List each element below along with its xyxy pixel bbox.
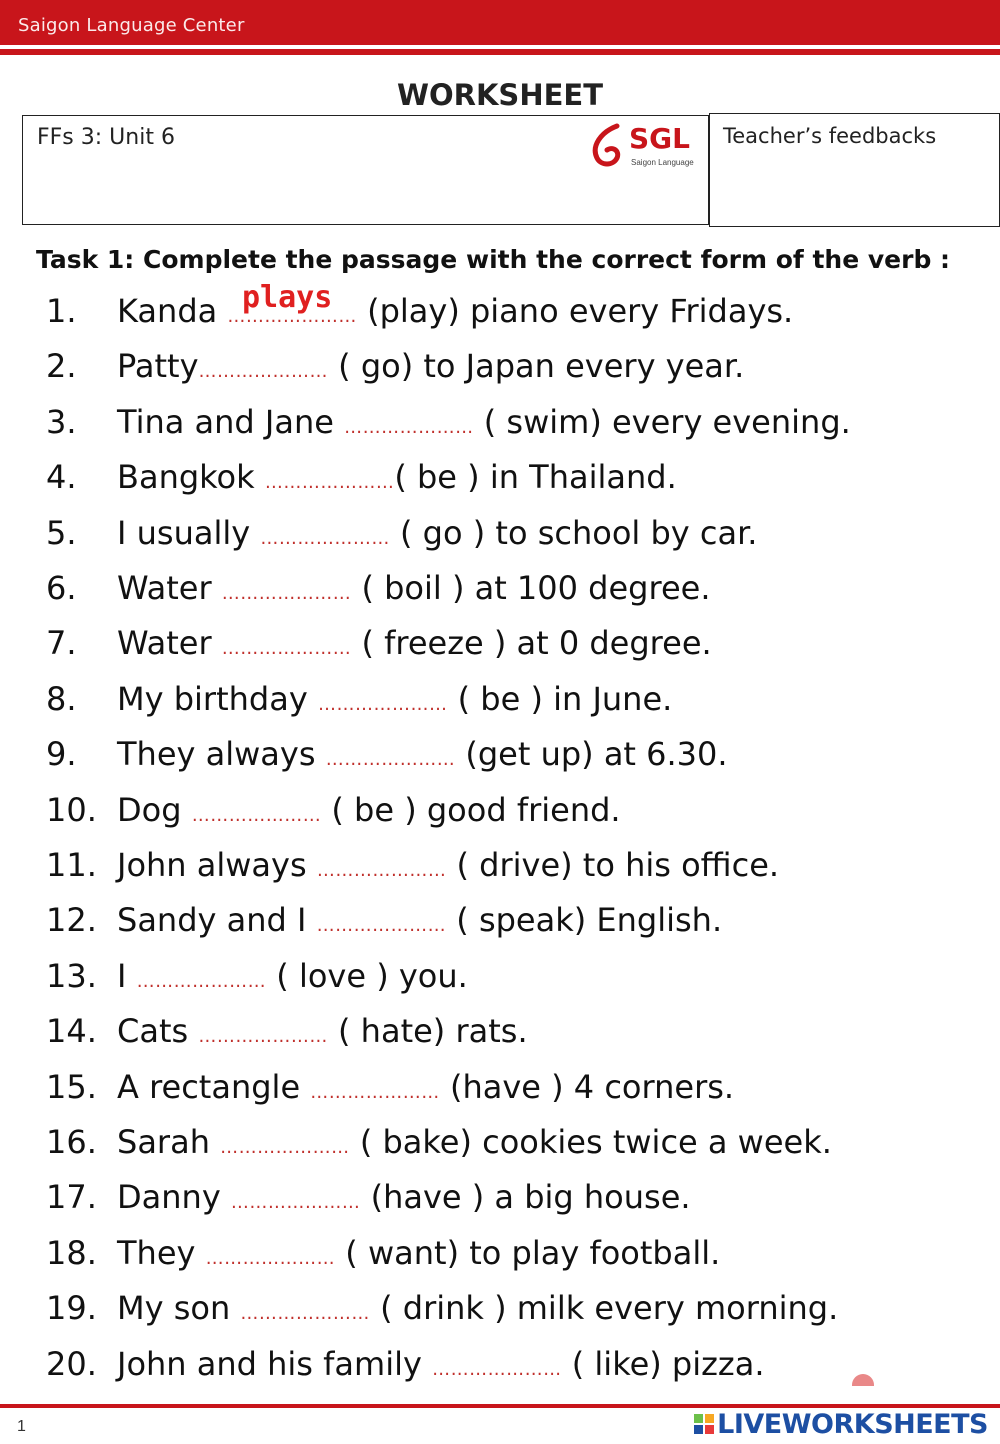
page-number: 1 <box>17 1418 26 1435</box>
answer-blank[interactable]: ………………… <box>260 527 390 549</box>
answer-blank[interactable]: ………………… <box>316 860 447 881</box>
item-number: 2. <box>46 347 77 386</box>
sentence-end: (play) piano every Fridays. <box>356 292 794 330</box>
item-number: 14. <box>46 1012 97 1051</box>
liveworksheets-brand[interactable] <box>694 1404 988 1444</box>
sentence-end: ( drink ) milk every morning. <box>369 1289 839 1328</box>
item-sentence <box>117 514 757 552</box>
sentence-start: John always <box>117 846 317 884</box>
exercise-item <box>0 846 1000 896</box>
exercise-item <box>0 1289 1000 1339</box>
sentence-end: ( want) to play football. <box>335 1233 721 1272</box>
item-number: 8. <box>46 679 77 718</box>
sentence-end: (have ) a big house. <box>360 1178 691 1217</box>
unit-info-box <box>22 115 709 225</box>
sentence-end: ( be ) good friend. <box>321 790 621 829</box>
item-number: 15. <box>46 1067 97 1106</box>
exercise-item <box>0 901 1000 951</box>
sentence-end: (have ) 4 corners. <box>439 1067 735 1106</box>
answer-blank[interactable]: ………………… <box>220 1137 350 1158</box>
sentence-start: Dog <box>117 790 192 829</box>
sentence-start: Patty <box>117 347 199 386</box>
exercise-item <box>0 957 1000 1007</box>
answer-blank[interactable]: ………………… <box>317 693 448 715</box>
answer-blank[interactable]: ………………… <box>344 416 474 438</box>
item-number: 3. <box>46 402 77 441</box>
sentence-start: Water <box>117 569 222 607</box>
exercise-item <box>0 1178 1000 1228</box>
exercise-item <box>0 1012 1000 1062</box>
item-sentence <box>117 1068 734 1106</box>
exercise-item <box>0 1068 1000 1118</box>
item-number: 17. <box>46 1178 97 1217</box>
sentence-start: My son <box>117 1289 241 1328</box>
exercise-item <box>0 1123 1000 1173</box>
exercise-item <box>0 680 1000 730</box>
sample-answer: plays <box>242 280 333 315</box>
logo-subtext: Saigon Language <box>631 158 694 167</box>
answer-blank[interactable]: ………………… <box>198 1026 328 1048</box>
brand-square <box>694 1414 703 1423</box>
item-sentence <box>117 458 677 496</box>
answer-blank[interactable]: ………………… <box>325 749 456 771</box>
sentence-end: ( be ) in Thailand. <box>394 458 677 497</box>
task-instruction: Task 1: Complete the passage with the correct form of the verb : <box>36 245 951 274</box>
sentence-start: John and his family <box>117 1344 433 1383</box>
sentence-start: I <box>117 956 137 995</box>
sentence-end: ( drive) to his office. <box>446 846 780 884</box>
header-divider <box>0 49 1000 55</box>
answer-blank[interactable]: ………………… <box>264 472 395 494</box>
sgl-swirl-icon <box>587 122 631 170</box>
sentence-start: Water <box>117 624 222 663</box>
exercise-item <box>0 1345 1000 1395</box>
brand-text: LIVEWORKSHEETS <box>717 1408 988 1440</box>
brand-square <box>694 1425 703 1434</box>
sentence-end: (get up) at 6.30. <box>455 735 728 774</box>
item-sentence <box>117 1234 720 1272</box>
item-sentence <box>117 735 728 773</box>
sentence-end: ( like) pizza. <box>561 1344 765 1383</box>
item-sentence <box>117 347 744 385</box>
answer-blank[interactable]: ………………… <box>221 638 352 660</box>
exercise-item <box>0 624 1000 674</box>
logo-text: SGL <box>629 122 690 155</box>
item-sentence <box>117 1178 691 1216</box>
item-number: 10. <box>46 790 97 829</box>
item-sentence <box>117 1123 832 1161</box>
item-sentence <box>117 1289 838 1327</box>
answer-blank[interactable]: ………………… <box>221 583 352 604</box>
answer-blank[interactable]: ………………… <box>230 1192 361 1214</box>
answer-blank[interactable]: ………………… <box>198 361 328 383</box>
sentence-end: ( go ) to school by car. <box>389 513 758 552</box>
answer-blank[interactable]: ………………… <box>205 1247 336 1269</box>
item-sentence <box>117 292 793 330</box>
exercise-item <box>0 458 1000 508</box>
exercise-item <box>0 292 1000 342</box>
item-number: 9. <box>46 735 77 774</box>
answer-blank[interactable]: ………………… <box>136 970 267 992</box>
brand-square <box>705 1414 714 1423</box>
item-number: 5. <box>46 513 77 552</box>
item-sentence <box>117 791 621 829</box>
sentence-end: ( speak) English. <box>446 901 723 940</box>
brand-square <box>705 1425 714 1434</box>
exercise-item <box>0 791 1000 841</box>
sentence-end: ( boil ) at 100 degree. <box>351 569 711 607</box>
exercise-item <box>0 514 1000 564</box>
item-number: 4. <box>46 458 77 497</box>
item-number: 11. <box>46 846 97 884</box>
item-number: 16. <box>46 1123 97 1161</box>
item-number: 1. <box>46 292 77 330</box>
sentence-end: ( be ) in June. <box>447 679 673 718</box>
sentence-end: ( go) to Japan every year. <box>328 347 745 386</box>
item-number: 12. <box>46 901 97 940</box>
answer-blank[interactable]: ………………… <box>316 915 447 937</box>
worksheet-title: WORKSHEET <box>396 78 603 112</box>
item-sentence <box>117 846 779 884</box>
sentence-start: Sarah <box>117 1123 221 1161</box>
sentence-end: ( hate) rats. <box>327 1012 528 1051</box>
sentence-start: Danny <box>117 1178 231 1217</box>
answer-blank[interactable]: ………………… <box>191 804 322 826</box>
sentence-start: My birthday <box>117 679 318 718</box>
sentence-end: ( love ) you. <box>266 956 468 995</box>
item-sentence <box>117 957 468 995</box>
sentence-start: Bangkok <box>117 458 265 497</box>
item-sentence <box>117 569 710 607</box>
item-sentence <box>117 1345 765 1383</box>
item-number: 19. <box>46 1289 97 1328</box>
sgl-logo <box>587 120 707 172</box>
exercise-item <box>0 569 1000 619</box>
sentence-start: Sandy and I <box>117 901 317 940</box>
answer-blank[interactable]: ………………… <box>240 1303 370 1325</box>
item-number: 20. <box>46 1344 97 1383</box>
sentence-start: Cats <box>117 1012 199 1051</box>
item-sentence <box>117 403 851 441</box>
sentence-start: They always <box>117 735 326 774</box>
item-sentence <box>117 624 712 662</box>
item-number: 13. <box>46 956 97 995</box>
answer-blank[interactable]: ………………… <box>432 1358 562 1380</box>
item-sentence <box>117 1012 528 1050</box>
item-sentence <box>117 901 722 939</box>
sentence-end: ( swim) every evening. <box>473 402 851 441</box>
item-number: 7. <box>46 624 77 663</box>
answer-blank[interactable]: ………………… <box>310 1081 440 1103</box>
item-number: 18. <box>46 1233 97 1272</box>
exercise-item <box>0 1234 1000 1284</box>
sentence-start: I usually <box>117 513 261 552</box>
liveworksheets-logo-icon <box>694 1414 714 1434</box>
org-name: Saigon Language Center <box>18 15 245 36</box>
exercise-item <box>0 403 1000 453</box>
sentence-end: ( bake) cookies twice a week. <box>349 1123 832 1161</box>
item-sentence <box>117 680 672 718</box>
answer-blank[interactable]: ………………… <box>227 306 357 327</box>
feedback-label: Teacher’s feedbacks <box>723 124 937 148</box>
header-band <box>0 0 1000 45</box>
item-number: 6. <box>46 569 77 607</box>
sentence-start: Kanda <box>117 292 228 330</box>
unit-label: FFs 3: Unit 6 <box>37 125 175 150</box>
exercise-item <box>0 347 1000 397</box>
sentence-start: They <box>117 1233 206 1272</box>
teacher-feedback-box[interactable] <box>709 113 1000 227</box>
exercise-item <box>0 735 1000 785</box>
sentence-start: Tina and Jane <box>117 402 345 441</box>
sentence-start: A rectangle <box>117 1067 311 1106</box>
sentence-end: ( freeze ) at 0 degree. <box>351 624 712 663</box>
